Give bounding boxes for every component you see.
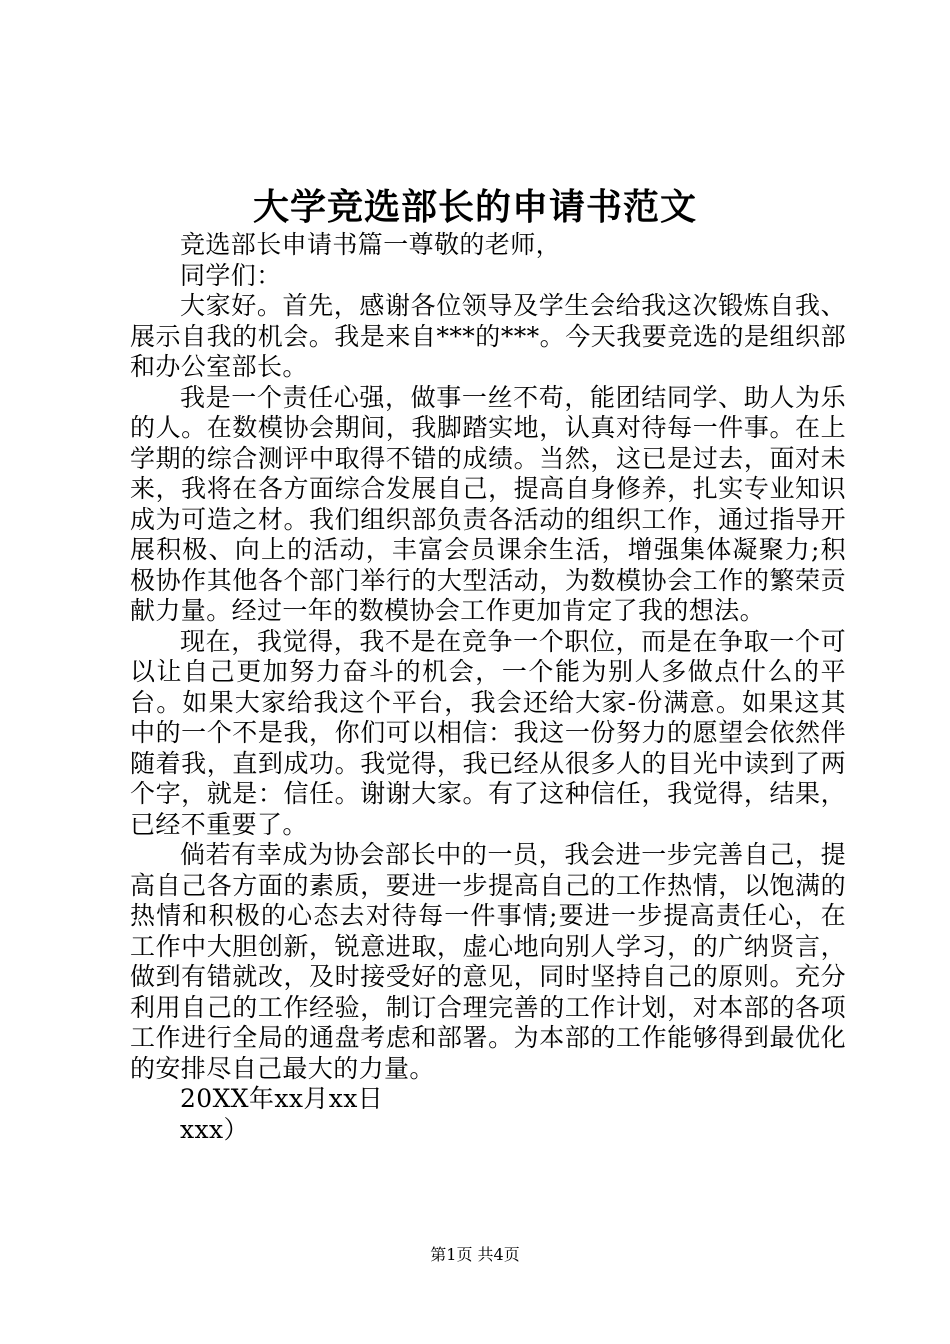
document-title: 大学竞选部长的申请书范文 (252, 186, 697, 228)
greeting-line: 竞选部长申请书篇一尊敬的老师， (180, 230, 562, 259)
paragraph-self-description: 我是一个责任心强，做事一丝不苟，能团结同学、助人为乐的人。在数模协会期间，我脚踏实地，认真对待每一件事。在上学期的综合测评中取得不错的成绩。当然，这已是过去，面对未来，我将在各方面综合发展自己，提高自身修养，扎实专业知识成为可造之材。我们组织部负责各活动的组织工作，通过指导开展积极、向上的活动，丰富会员课余生活，增强集体凝聚力;积极协作其他各个部门举行的大型活动，为数模协会工作的繁荣贡献力量。经过一年的数模协会工作更加肯定了我的想法。 (130, 382, 846, 625)
paragraph-commitment: 倘若有幸成为协会部长中的一员，我会进一步完善自己，提高自己各方面的素质，要进一步提高自己的工作热情，以饱满的热情和积极的心态去对待每一件事情;要进一步提高责任心，在工作中大胆创新，锐意进取，虚心地向别人学习，的广纳贤言，做到有错就改，及时接受好的意见，同时坚持自己的原则。充分利用自己的工作经验，制订合理完善的工作计划，对本部的各项工作进行全局的通盘考虑和部署。为本部的工作能够得到最优化的安排尽自己最大的力量。 (130, 840, 846, 1083)
date-line: 20XX年xx月xx日 (180, 1084, 384, 1113)
signature-line: xxx） (180, 1114, 249, 1144)
document-body (130, 230, 846, 1145)
paragraph-intro: 大家好。首先，感谢各位领导及学生会给我这次锻炼自我、展示自我的机会。我是来自***的***。今天我要竞选的是组织部和办公室部长。 (130, 291, 846, 381)
page-number-footer: 第1页 共4页 (430, 1245, 520, 1264)
salutation-line: 同学们： (180, 260, 282, 290)
paragraph-trust: 现在，我觉得，我不是在竞争一个职位，而是在争取一个可以让自己更加努力奋斗的机会，一个能为别人多做点什么的平台。如果大家给我这个平台，我会还给大家-份满意。如果这其中的一个不是我，你们可以相信：我这一份努力的愿望会依然伴随着我，直到成功。我觉得，我已经从很多人的目光中读到了两个字，就是：信任。谢谢大家。有了这种信任，我觉得，结果，已经不重要了。 (130, 626, 846, 839)
